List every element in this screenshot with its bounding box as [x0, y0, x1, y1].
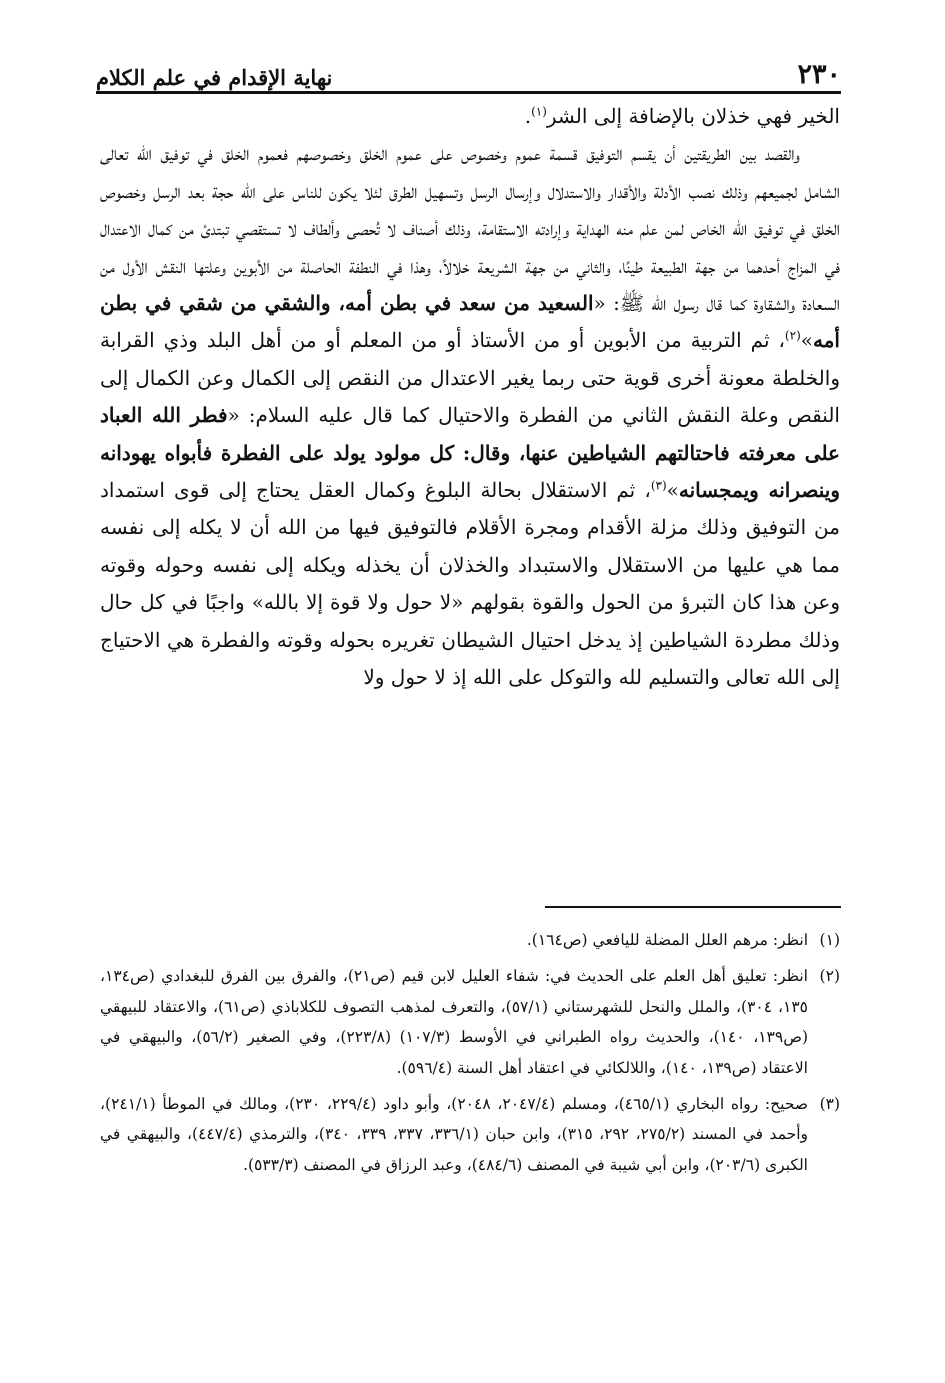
footnote-2: [100, 961, 840, 1083]
quote-close: »: [666, 478, 679, 503]
footnote-ref-2: (٢): [784, 328, 801, 343]
running-title: نهاية الإقدام في علم الكلام: [96, 65, 333, 90]
main-text: [100, 98, 840, 697]
footnote-ref-3: (٣): [650, 478, 667, 493]
paragraph-text: والقصد بين الطريقتين أن يقسم التوفيق قسمة عموم وخصوص على عموم الخلق وخصوصهم فعموم الخلق في توفيق الله تعالى الشامل لجميعهم وذلك نصب الأدلة والأقدار والاستدلال وإرسال الرسل وتسهيل الطرق لئلا يكون للناس على الله حجة بعد الرسل وخصوص الخلق في توفيق الله الخاص لمن علم منه الهداية وإرادته الاستقامة، وذلك أصناف لا تُحصى وألطاف لا تستقصي تبتدئ من كمال الاعتدال في المزاج أحدهما من جهة الطبيعة طينًا، والثاني من جهة الشريعة خلالاً، وهذا في النطفة الحاصلة من الأبوين وعلتها النقش الأول من السعادة والشقاوة كما قال رسول الله ﷺ: «: [100, 141, 841, 316]
footnotes: [100, 925, 840, 1186]
paragraph-text: ، ثم التربية من الأبوين أو من الأستاذ أو من المعلم أو من أهل البلد وذي القرابة والخلطة معونة أخرى قوية حتى ربما يغير الاعتدال من النقص إلى الكمال وعن الكمال إلى النقص وعلة النقش الثاني من الفطرة والاحتيال كما قال عليه السلام: «: [100, 328, 840, 428]
paragraph-end: .: [524, 104, 532, 128]
footnote-1: [100, 925, 840, 955]
footnote-number: (١): [819, 931, 840, 949]
quote-close: »: [800, 328, 813, 353]
page-number: ٢٣٠: [797, 59, 841, 90]
paragraph-continuation: [100, 98, 840, 135]
footnote-text: انظر: تعليق أهل العلم على الحديث في: شفاء العليل لابن قيم (ص٢١)، والفرق بين الفرق للبغدادي (ص١٣٤، ١٣٥، ٣٠٤)، والملل والنحل للشهرستاني (٥٧/١)، والتعرف لمذهب التصوف للكلاباذي (ص٦١)، والاعتقاد للبيهقي (ص١٣٩، ١٤٠)، والحديث رواه الطبراني في الأوسط (١٠٧/٣) (٢٢٣/٨)، وفي الصغير (٥٦/٢)، والبيهقي في الاعتقاد (ص١٣٩، ١٤٠)، واللالكائي في اعتقاد أهل السنة (٥٩٦/٤).: [100, 967, 808, 1077]
hadith-quote-1: السعيد من سعد في بطن أمه، والشقي من شقي في بطن أمه: [100, 291, 840, 353]
page-header: [96, 52, 841, 88]
hadith-quote-2: فطر الله العباد على معرفته فاحتالتهم الشياطين عنها، وقال: كل مولود يولد على الفطرة فأبواه يهودانه وينصرانه ويمجسانه: [100, 403, 841, 503]
paragraph-text: الخير فهي خذلان بالإضافة إلى الشر: [546, 104, 840, 128]
header-rule: [96, 91, 841, 94]
footnote-number: (٣): [819, 1095, 841, 1114]
footnote-number: (٢): [819, 967, 840, 986]
paragraph-text: ، ثم الاستقلال بحالة البلوغ وكمال العقل يحتاج إلى قوى استمداد من التوفيق وذلك مزلة الأقدام ومجرة الأقلام فالتوفيق فيها من الله أن لا يكله إلى نفسه مما هي عليها من الاستقلال والاستبداد والخذلان أن يخذله ويكله إلى نفسه وحوله وقوته وعن هذا كان التبرؤ من الحول والقوة بقولهم «لا حول ولا قوة إلا بالله» واجبًا في كل حال وذلك مطردة الشياطين إذ يدخل احتيال الشيطان تغريره بحوله وقوته والفطرة هي الاحتياج إلى الله تعالى والتسليم لله والتوكل على الله إذ لا حول ولا: [100, 478, 840, 690]
footnote-text: صحيح: رواه البخاري (٤٦٥/١)، ومسلم (٢٠٤٧/٤، ٢٠٤٨)، وأبو داود (٢٢٩/٤، ٢٣٠)، ومالك في الموطأ (٢٤١/١)، وأحمد في المسند (٢٧٥/٢، ٢٩٢، ٣١٥)، وابن حبان (٣٣٦/١، ٣٣٧، ٣٣٩، ٣٤٠)، والترمذي (٤٤٧/٤)، والبيهقي في الكبرى (٢٠٣/٦)، وابن أبي شيبة في المصنف (٤٨٤/٦)، وعبد الرزاق في المصنف (٥٣٣/٣).: [100, 1095, 809, 1174]
footnote-3: [100, 1089, 840, 1180]
footnote-separator: [545, 906, 841, 908]
paragraph-main: [100, 135, 840, 696]
footnote-ref-1: (١): [531, 104, 547, 119]
footnote-text: انظر: مرهم العلل المضلة لليافعي (ص١٦٤).: [526, 931, 808, 949]
